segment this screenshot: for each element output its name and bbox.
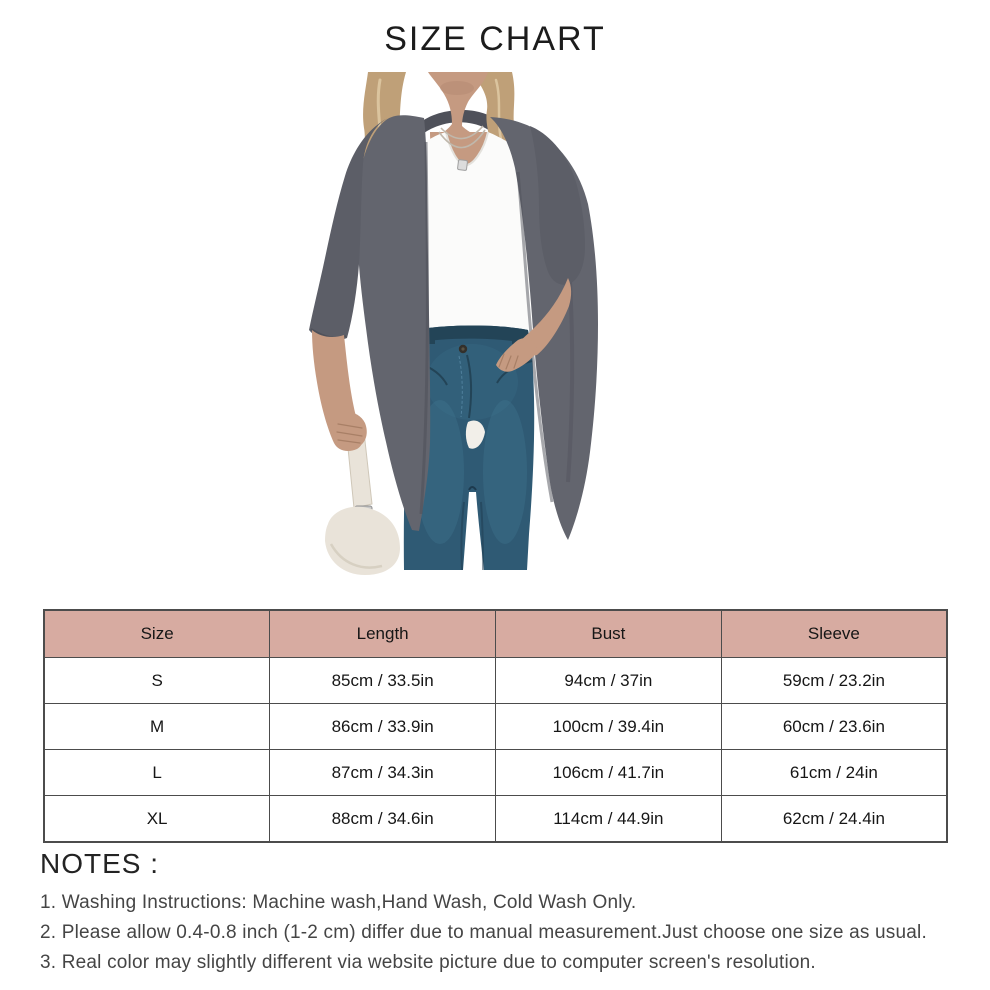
note-item-3: 3. Real color may slightly different via website picture due to computer screen's resolution.	[40, 952, 816, 973]
product-photo	[300, 72, 690, 577]
table-row	[44, 796, 947, 843]
cell-sleeve: 61cm / 24in	[721, 750, 947, 796]
jeans-fade-right	[483, 400, 527, 544]
model-illustration	[300, 72, 690, 577]
cell-length: 88cm / 34.6in	[270, 796, 496, 843]
cell-length: 87cm / 34.3in	[270, 750, 496, 796]
col-header-sleeve: Sleeve	[721, 610, 947, 658]
cell-length: 86cm / 33.9in	[270, 704, 496, 750]
cell-sleeve: 60cm / 23.6in	[721, 704, 947, 750]
size-table	[43, 609, 948, 843]
col-header-bust: Bust	[496, 610, 722, 658]
cell-sleeve: 59cm / 23.2in	[721, 658, 947, 704]
table-row	[44, 658, 947, 704]
table-row	[44, 750, 947, 796]
table-row	[44, 704, 947, 750]
cell-size: L	[44, 750, 270, 796]
jeans-button-center	[461, 347, 464, 350]
cell-sleeve: 62cm / 24.4in	[721, 796, 947, 843]
cell-size: M	[44, 704, 270, 750]
note-item-1: 1. Washing Instructions: Machine wash,Hand Wash, Cold Wash Only.	[40, 892, 637, 913]
cell-length: 85cm / 33.5in	[270, 658, 496, 704]
cell-bust: 100cm / 39.4in	[496, 704, 722, 750]
notes-heading: NOTES :	[40, 848, 160, 879]
cell-bust: 106cm / 41.7in	[496, 750, 722, 796]
table-header-row	[44, 610, 947, 658]
chin-shadow	[440, 81, 474, 95]
notes-section	[40, 848, 980, 978]
col-header-length: Length	[270, 610, 496, 658]
handbag-body	[325, 507, 400, 575]
cell-size: XL	[44, 796, 270, 843]
page-title: SIZE CHART	[384, 20, 606, 58]
necklace-pendant	[457, 160, 467, 171]
cell-bust: 94cm / 37in	[496, 658, 722, 704]
cell-size: S	[44, 658, 270, 704]
note-item-2: 2. Please allow 0.4-0.8 inch (1-2 cm) differ due to manual measurement.Just choose one size as usual.	[40, 922, 927, 943]
col-header-size: Size	[44, 610, 270, 658]
cell-bust: 114cm / 44.9in	[496, 796, 722, 843]
